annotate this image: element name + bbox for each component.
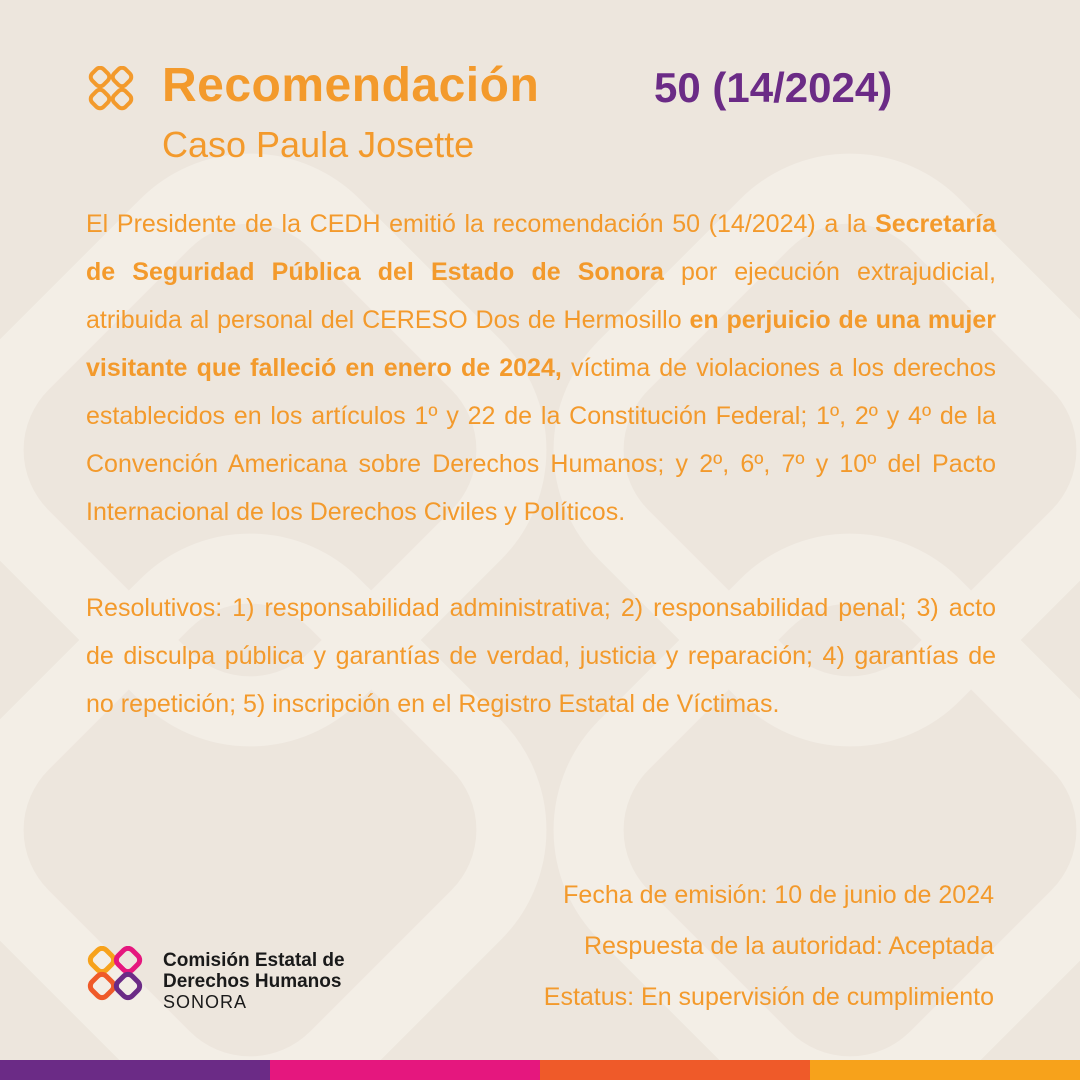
summary-text-2: por ejecución extrajudicial, atribuida al personal del CERESO Dos de Hermosillo bbox=[86, 258, 996, 334]
page-title: Recomendación bbox=[162, 59, 540, 112]
bar-segment-purple bbox=[0, 1060, 270, 1080]
bar-segment-orange bbox=[810, 1060, 1080, 1080]
org-name-state: SONORA bbox=[163, 992, 248, 1012]
org-name bbox=[163, 950, 345, 1013]
authority-response: Respuesta de la autoridad: Aceptada bbox=[583, 932, 994, 960]
summary-text-3: víctima de violaciones a los derechos establecidos en los artículos 1º y 22 de la Constitución Federal; 1º, 2º y 4º de la Convención Americana sobre Derechos Humanos; y 2º, 6º, 7º y 10º del Pacto Internacional de los Derechos Civiles y Políticos. bbox=[86, 354, 997, 526]
authority-name: Secretaría de Seguridad Pública del Estado de Sonora bbox=[86, 210, 996, 286]
resolutions-paragraph: Resolutivos: 1) responsabilidad administrativa; 2) responsabilidad penal; 3) acto de disculpa pública y garantías de verdad, justicia y reparación; 4) garantías de no repetición; 5) inscripción en el Registro Estatal de Víctimas. bbox=[86, 594, 996, 718]
org-name-line1: Comisión Estatal de bbox=[163, 950, 345, 971]
case-subtitle: Caso Paula Josette bbox=[162, 124, 475, 165]
bar-segment-orange-red bbox=[540, 1060, 810, 1080]
issue-date: Fecha de emisión: 10 de junio de 2024 bbox=[563, 881, 994, 909]
body-text bbox=[86, 200, 996, 728]
recommendation-number: 50 (14/2024) bbox=[654, 64, 893, 111]
status: Estatus: En supervisión de cumplimiento bbox=[543, 983, 994, 1011]
victim-description: en perjuicio de una mujer visitante que falleció en enero de 2024, bbox=[86, 306, 996, 382]
cedh-logo-icon bbox=[86, 66, 136, 112]
summary-paragraph bbox=[86, 200, 996, 536]
bottom-color-bar bbox=[0, 1060, 1080, 1080]
recommendation-meta bbox=[544, 870, 994, 1023]
cedh-org-logo-icon bbox=[84, 946, 146, 1008]
bar-segment-magenta bbox=[270, 1060, 540, 1080]
org-name-line2: Derechos Humanos bbox=[163, 971, 342, 992]
summary-text-1: El Presidente de la CEDH emitió la recomendación 50 (14/2024) a la bbox=[86, 210, 876, 238]
